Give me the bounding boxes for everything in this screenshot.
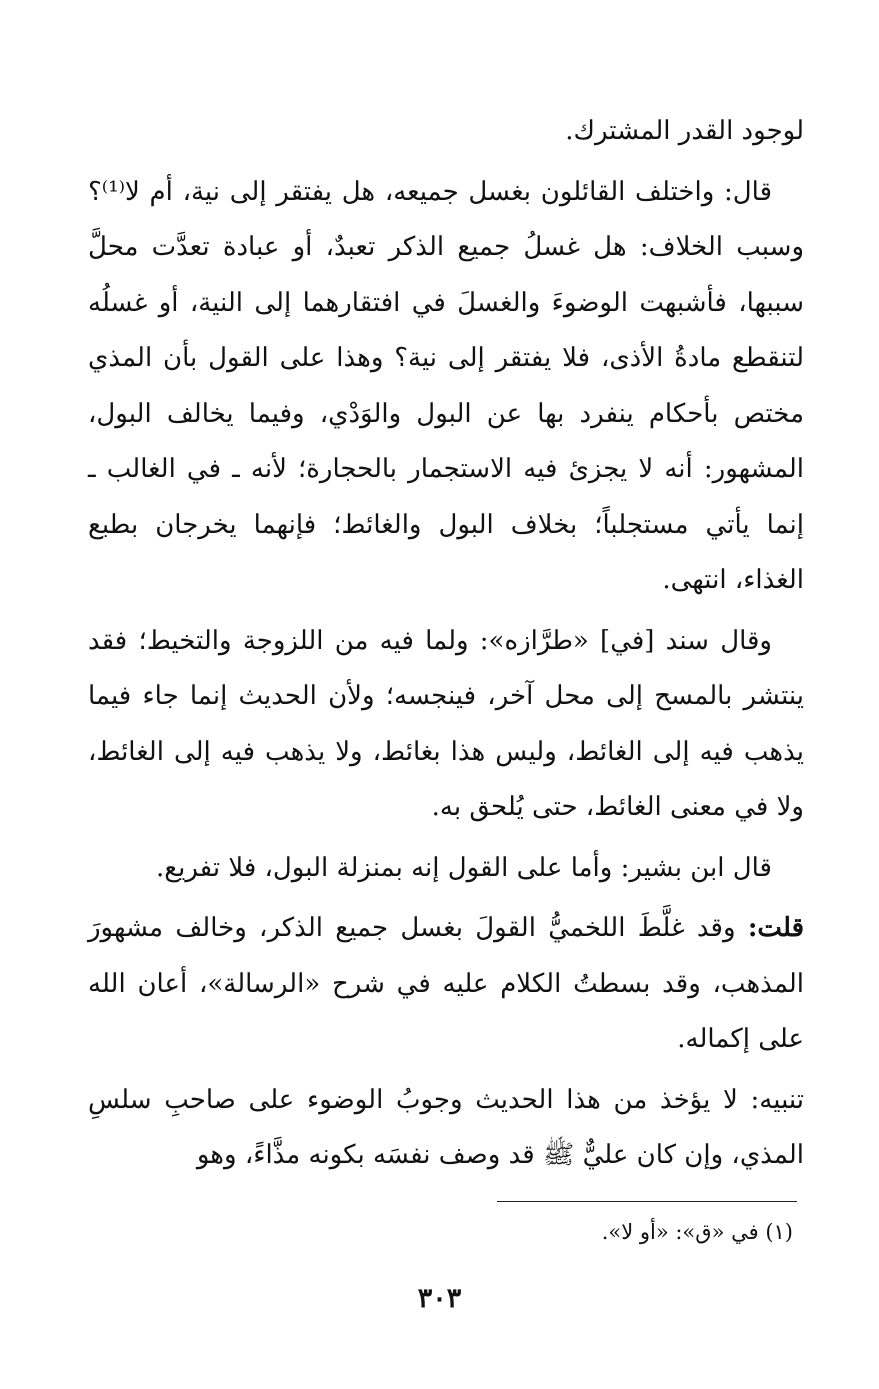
- paragraph-5-lead: قلت:: [747, 913, 804, 943]
- paragraph-1-text: لوجود القدر المشترك.: [565, 116, 804, 146]
- paragraph-4-text: قال ابن بشير: وأما على القول إنه بمنزلة البول، فلا تفريع.: [155, 852, 772, 883]
- paragraph-1: [88, 104, 804, 160]
- paragraph-5: [88, 901, 804, 1068]
- paragraph-3: [88, 614, 804, 836]
- footnote-divider: [497, 1201, 797, 1202]
- page-number: ٣٠٣: [417, 1283, 462, 1314]
- footnote: (١) في «ق»: «أو لا».: [601, 1220, 793, 1244]
- paragraph-3-text: وقال سند [في] «طرَّازه»: ولما فيه من اللزوجة والتخيط؛ فقد ينتشر بالمسح إلى محل آخر، فينجسه؛ ولأن الحديث إنما جاء فيما يذهب فيه إلى الغائط، وليس هذا بغائط، ولا يذهب فيه إلى الغائط، ولا في معنى الغائط، حتى يُلحق به.: [88, 625, 804, 822]
- paragraph-6-text: تنبيه: لا يؤخذ من هذا الحديث وجوبُ الوضوء على صاحبِ سلسِ المذي، وإن كان عليٌّ ﷺ قد وصف نفسَه بكونه مذَّاءً، وهو: [88, 1084, 804, 1170]
- paragraph-2-text: قال: واختلف القائلون بغسل جميعه، هل يفتقر إلى نية، أم لا⁽¹⁾؟ وسبب الخلاف: هل غسلُ جميع الذكر تعبدٌ، أو عبادة تعدَّت محلَّ سببها، فأشبهت الوضوءَ والغسلَ في افتقارهما إلى النية، أو غسلُه لتنقطع مادةُ الأذى، فلا يفتقر إلى نية؟ وهذا على القول بأن المذي مختص بأحكام ينفرد بها عن البول والوَدْي، وفيما يخالف البول، المشهور: أنه لا يجزئ فيه الاستجمار بالحجارة؛ لأنه ـ في الغالب ـ إنما يأتي مستجلباً؛ بخلاف البول والغائط؛ فإنهما يخرجان بطبع الغذاء، انتهى.: [88, 176, 804, 595]
- paragraph-4: [88, 841, 804, 897]
- paragraph-6: [88, 1073, 804, 1184]
- main-text: [88, 104, 804, 1189]
- paragraph-2: [88, 165, 804, 609]
- paragraph-5-text: وقد غلَّطَ اللخميُّ القولَ بغسل جميع الذكر، وخالف مشهورَ المذهب، وقد بسطتُ الكلام عليه في شرح «الرسالة»، أعان الله على إكماله.: [88, 913, 804, 1054]
